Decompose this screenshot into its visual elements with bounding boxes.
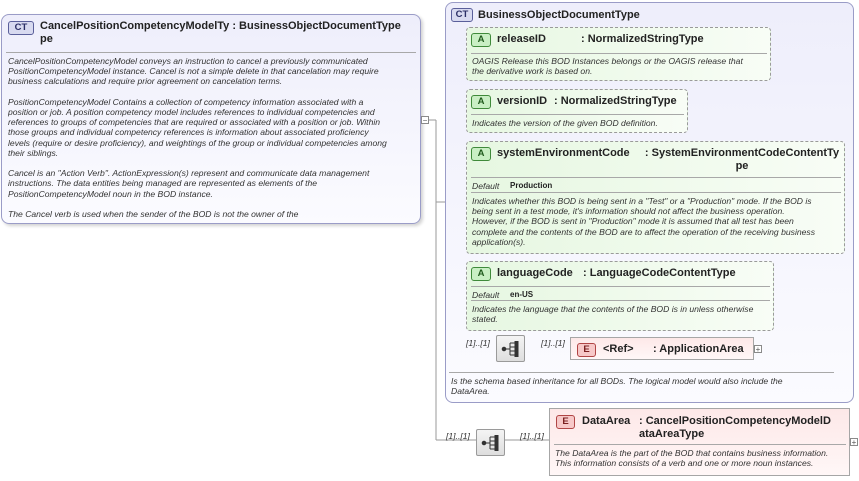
attribute-badge: A xyxy=(471,267,491,281)
expand-toggle[interactable]: + xyxy=(755,345,761,354)
element-name: DataArea xyxy=(582,415,631,427)
attribute-system-environment-code[interactable] xyxy=(466,141,845,254)
attribute-description: Indicates whether this BOD is being sent in a "Test" or a "Production" mode. If the BOD is being sent in a test mode, it's information should not affect the business operation. However, if the BOD is sent in "Production" mode it is assumed that all test has been complete and the contents of the BOD are to affect the operation of the receiving business application(s). xyxy=(472,196,816,247)
attribute-type: : SystemEnvironmentCodeContentTy pe xyxy=(644,147,840,172)
element-type: : ApplicationArea xyxy=(653,343,744,355)
expand-toggle[interactable]: + xyxy=(851,438,857,447)
element-badge: E xyxy=(556,415,575,429)
sequence-compositor[interactable] xyxy=(496,335,525,362)
element-separator xyxy=(554,444,846,445)
element-badge: E xyxy=(577,343,596,357)
sequence-icon xyxy=(497,336,526,363)
attribute-separator xyxy=(471,192,841,193)
element-description: The DataArea is the part of the BOD that contains business information. This information consists of a verb and one or more noun instances. xyxy=(555,448,829,469)
collapse-toggle[interactable]: − xyxy=(422,116,428,125)
sequence-cardinality: [1]..[1] xyxy=(466,338,490,348)
sequence-compositor[interactable] xyxy=(476,429,505,456)
attribute-description: Indicates the language that the contents of the BOD is in unless otherwise stated. xyxy=(472,304,754,325)
base-type-description: Is the schema based inheritance for all BODs. The logical model would also include the DataArea. xyxy=(451,376,783,397)
data-area-element[interactable] xyxy=(549,408,850,476)
application-area-element[interactable] xyxy=(570,337,754,360)
attribute-language-code[interactable] xyxy=(466,261,774,331)
attribute-name: systemEnvironmentCode xyxy=(497,147,630,159)
attribute-default-label: Default xyxy=(472,290,500,300)
base-type-badge: CT xyxy=(451,8,473,22)
element-cardinality: [1]..[1] xyxy=(520,431,544,441)
sequence-cardinality: [1]..[1] xyxy=(446,431,470,441)
attribute-name: versionID xyxy=(497,95,548,107)
element-type: : CancelPositionCompetencyModelD ataAreaType xyxy=(639,415,831,440)
attribute-description: Indicates the version of the given BOD definition. xyxy=(472,118,658,128)
title-separator xyxy=(6,52,416,53)
attribute-default-value: en-US xyxy=(510,290,534,299)
attribute-separator xyxy=(471,300,770,301)
attribute-name: releaseID xyxy=(497,33,546,45)
element-cardinality: [1]..[1] xyxy=(541,338,565,348)
attribute-separator xyxy=(471,53,767,54)
attribute-default-label: Default xyxy=(472,181,500,191)
attribute-separator xyxy=(471,286,770,287)
attribute-type: : LanguageCodeContentType xyxy=(583,267,736,279)
attribute-badge: A xyxy=(471,33,491,47)
sequence-icon xyxy=(477,430,506,457)
complex-type-badge: CT xyxy=(8,21,34,35)
attribute-separator xyxy=(471,177,841,178)
element-name: <Ref> xyxy=(603,343,634,355)
complex-type-title: CancelPositionCompetencyModelTy : BusinessObjectDocumentType pe xyxy=(40,20,401,45)
attribute-default-value: Production xyxy=(510,181,553,190)
attribute-release-id[interactable] xyxy=(466,27,771,81)
base-footer-separator xyxy=(449,372,834,373)
base-type-title: BusinessObjectDocumentType xyxy=(478,9,640,21)
attribute-type: : NormalizedStringType xyxy=(554,95,677,107)
attribute-badge: A xyxy=(471,147,491,161)
attribute-type: : NormalizedStringType xyxy=(581,33,704,45)
complex-type-description: CancelPositionCompetencyModel conveys an instruction to cancel a previously communicated PositionCompetencyModel instance. Cancel is not a simple delete in that cancelation may require business calculations and require prior agreement on cancelation terms. PositionCompetencyModel Contains a collection of competency information associated with a position or job. A position competency model includes references to individual competencies and references to groups of competencies that are required or associated with a position or job. Within those groups and individual competency references is information about associated proficiency levels (require or desire proficiency), and weightings of the group or individual competencies among their siblings. Cancel is an "Action Verb". ActionExpression(s) represent and communicate data management instructions. The data entities being managed are represented as elements of the PositionCompetencyModel noun in the BOD instance. The Cancel verb is used when the sender of the BOD is not the owner of the xyxy=(8,56,387,220)
attribute-separator xyxy=(471,114,684,115)
cancel-position-competency-model-type-box[interactable] xyxy=(1,14,421,224)
attribute-badge: A xyxy=(471,95,491,109)
attribute-description: OAGIS Release this BOD Instances belongs or the OAGIS release that the derivative work is based on. xyxy=(472,56,743,77)
attribute-version-id[interactable] xyxy=(466,89,688,133)
attribute-name: languageCode xyxy=(497,267,573,279)
